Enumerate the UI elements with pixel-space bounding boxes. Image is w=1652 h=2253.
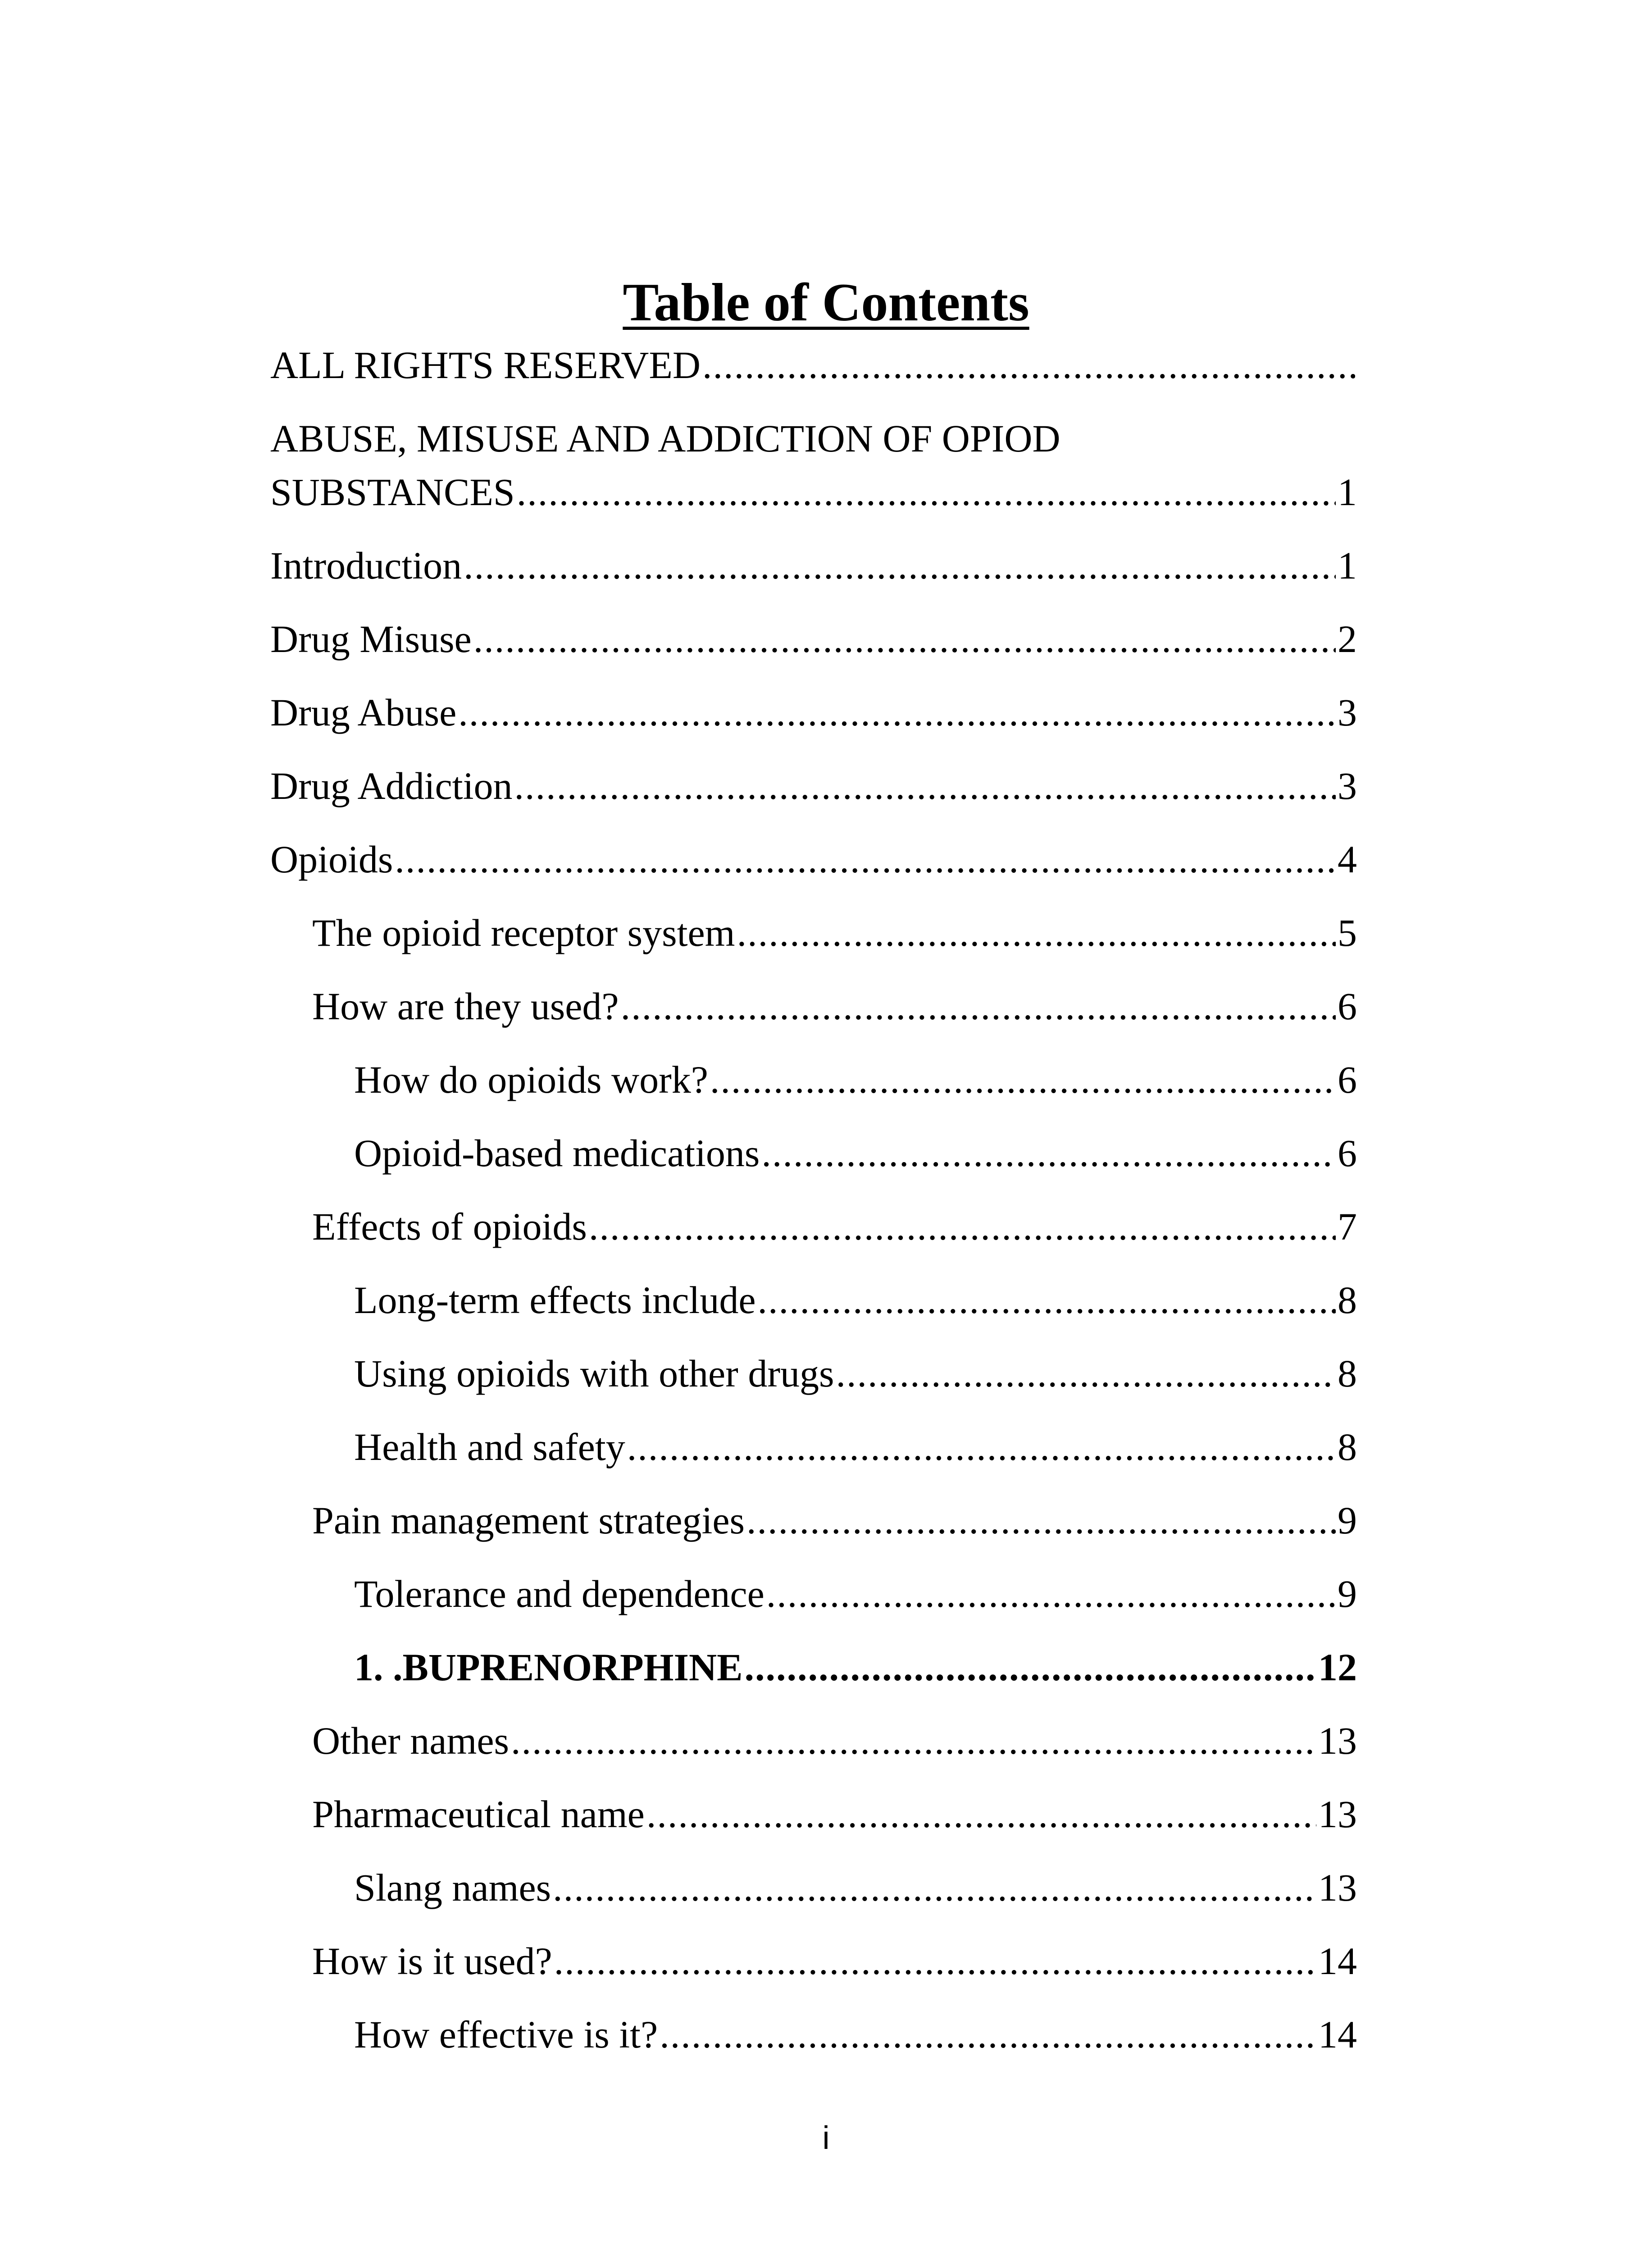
toc-dot-leader xyxy=(589,1202,1336,1251)
toc-dot-leader xyxy=(710,1055,1336,1104)
toc-page-number: 1 xyxy=(1338,544,1357,587)
toc-entry-tolerance-and-dependence[interactable] xyxy=(354,1569,1357,1619)
toc-page-number: 13 xyxy=(1318,1719,1357,1762)
toc-entry-drug-addiction[interactable] xyxy=(270,761,1357,811)
toc-entry-abuse-misuse-addiction[interactable] xyxy=(270,467,1357,517)
toc-entry-how-are-they-used[interactable] xyxy=(312,981,1357,1031)
toc-entry-drug-abuse[interactable] xyxy=(270,688,1357,737)
toc-dot-leader xyxy=(737,908,1336,958)
footer-page-number: i xyxy=(822,2120,830,2156)
toc-entry-pharmaceutical-name[interactable] xyxy=(312,1789,1357,1839)
toc-entry-label: Introduction xyxy=(270,544,462,587)
toc-entry-how-effective-is-it[interactable] xyxy=(354,2010,1357,2059)
toc-dot-leader xyxy=(554,1936,1316,1986)
toc-entry-label: ALL RIGHTS RESERVED xyxy=(270,343,701,387)
toc-dot-leader xyxy=(761,1128,1336,1178)
toc-dot-leader xyxy=(473,614,1336,664)
toc-entry-label: Drug Misuse xyxy=(270,617,472,661)
toc-page-number: 7 xyxy=(1338,1205,1357,1248)
toc-entry-label: Pain management strategies xyxy=(312,1499,745,1542)
toc-entry-label: Pharmaceutical name xyxy=(312,1792,645,1836)
toc-entry-introduction[interactable] xyxy=(270,541,1357,590)
toc-dot-leader xyxy=(458,688,1336,737)
toc-page-number: 13 xyxy=(1318,1866,1357,1909)
toc-dot-leader xyxy=(395,835,1336,884)
toc-entry-label: Opioids xyxy=(270,838,393,881)
toc-dot-leader xyxy=(702,340,1355,390)
toc-entry-abuse-misuse-line1[interactable]: ABUSE, MISUSE AND ADDICTION OF OPIOD xyxy=(270,417,1060,460)
toc-entry-label: Using opioids with other drugs xyxy=(354,1352,834,1395)
toc-title: Table of Contents xyxy=(623,272,1029,332)
toc-entry-effects-of-opioids[interactable] xyxy=(312,1202,1357,1251)
toc-entry-using-opioids-with-other-drugs[interactable] xyxy=(354,1349,1357,1398)
toc-page-number: 8 xyxy=(1338,1425,1357,1469)
toc-entry-label: Drug Abuse xyxy=(270,691,457,734)
toc-entry-label: Health and safety xyxy=(354,1425,625,1469)
toc-entry-slang-names[interactable] xyxy=(354,1863,1357,1912)
toc-entry-pain-management-strategies[interactable] xyxy=(312,1496,1357,1545)
toc-dot-leader xyxy=(464,541,1336,590)
toc-page-number: 2 xyxy=(1338,617,1357,661)
toc-page-number: 9 xyxy=(1338,1572,1357,1615)
toc-page-number: 4 xyxy=(1338,838,1357,881)
toc-entry-label: Other names xyxy=(312,1719,510,1762)
toc-entry-other-names[interactable] xyxy=(312,1716,1357,1765)
toc-page-number: 5 xyxy=(1338,911,1357,954)
toc-entry-health-and-safety[interactable] xyxy=(354,1422,1357,1472)
toc-page-number: 6 xyxy=(1338,1131,1357,1175)
toc-entry-label: Effects of opioids xyxy=(312,1205,587,1248)
toc-dot-leader xyxy=(744,1642,1316,1692)
toc-entry-label: 1. .BUPRENORPHINE xyxy=(354,1646,743,1689)
toc-entry-opioid-receptor-system[interactable] xyxy=(312,908,1357,958)
toc-dot-leader xyxy=(660,2010,1316,2059)
toc-page-number: 13 xyxy=(1318,1792,1357,1836)
toc-page-number: 8 xyxy=(1338,1352,1357,1395)
toc-dot-leader xyxy=(646,1789,1316,1839)
toc-page-number: 14 xyxy=(1318,2013,1357,2056)
toc-entry-label: How is it used? xyxy=(312,1939,552,1983)
toc-entry-all-rights-reserved[interactable] xyxy=(270,340,1357,390)
toc-dot-leader xyxy=(621,981,1336,1031)
toc-dot-leader xyxy=(511,1716,1316,1765)
toc-entry-label: SUBSTANCES xyxy=(270,470,515,514)
toc-entry-opioids[interactable] xyxy=(270,835,1357,884)
toc-page-number: 8 xyxy=(1338,1278,1357,1322)
toc-entry-label: Long-term effects include xyxy=(354,1278,756,1322)
toc-page-number: 1 xyxy=(1338,470,1357,514)
toc-entry-how-do-opioids-work[interactable] xyxy=(354,1055,1357,1104)
toc-entry-opioid-based-medications[interactable] xyxy=(354,1128,1357,1178)
toc-dot-leader xyxy=(766,1569,1336,1619)
toc-entry-label: Opioid-based medications xyxy=(354,1131,760,1175)
toc-entry-label: How do opioids work? xyxy=(354,1058,708,1101)
toc-page-number: 3 xyxy=(1338,764,1357,807)
toc-page-number: 12 xyxy=(1318,1646,1357,1689)
toc-entry-how-is-it-used[interactable] xyxy=(312,1936,1357,1986)
toc-dot-leader xyxy=(758,1275,1336,1325)
toc-entry-label: How are they used? xyxy=(312,985,619,1028)
toc-page-number: 6 xyxy=(1338,1058,1357,1101)
toc-page-number: 14 xyxy=(1318,1939,1357,1983)
toc-entry-buprenorphine[interactable] xyxy=(354,1642,1357,1692)
toc-page-number: 6 xyxy=(1338,985,1357,1028)
toc-dot-leader xyxy=(836,1349,1336,1398)
toc-entry-label: The opioid receptor system xyxy=(312,911,735,954)
toc-dot-leader xyxy=(746,1496,1336,1545)
toc-entry-long-term-effects[interactable] xyxy=(354,1275,1357,1325)
toc-page-number: 9 xyxy=(1338,1499,1357,1542)
toc-dot-leader xyxy=(517,467,1336,517)
toc-entry-label: How effective is it? xyxy=(354,2013,658,2056)
toc-entry-label: Drug Addiction xyxy=(270,764,513,807)
toc-dot-leader xyxy=(553,1863,1316,1912)
toc-entry-label: Slang names xyxy=(354,1866,551,1909)
toc-entry-label: Tolerance and dependence xyxy=(354,1572,765,1615)
toc-dot-leader xyxy=(514,761,1336,811)
toc-entry-drug-misuse[interactable] xyxy=(270,614,1357,664)
toc-dot-leader xyxy=(627,1422,1336,1472)
toc-page-number: 3 xyxy=(1338,691,1357,734)
